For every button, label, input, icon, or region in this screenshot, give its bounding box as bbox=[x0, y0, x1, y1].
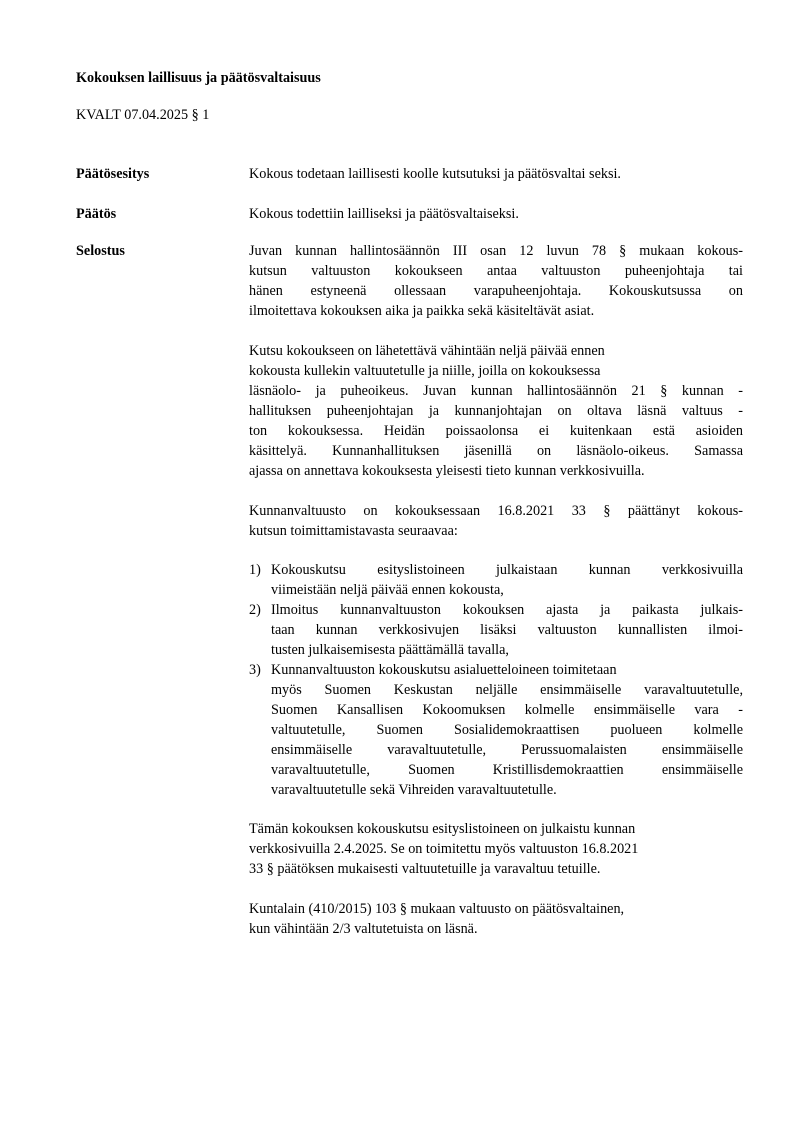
text-line: taan kunnan verkkosivujen lisäksi valtuuston kunnallisten ilmoi- bbox=[271, 622, 743, 638]
text-line: myös Suomen Keskustan neljälle ensimmäiselle varavaltuutetulle, bbox=[271, 682, 743, 698]
list-number: 3) bbox=[249, 662, 261, 678]
list-item bbox=[249, 560, 743, 600]
text-line: käsittelyä. Kunnanhallituksen jäsenillä on läsnäolo-oikeus. Samassa bbox=[249, 443, 743, 459]
text-line: Tämän kokouksen kokouskutsu esityslistoineen on julkaistu kunnan bbox=[249, 821, 636, 837]
text-line: varavaltuutetulle sekä Vihreiden varavaltuutetulle. bbox=[271, 782, 557, 798]
text-line: Kuntalain (410/2015) 103 § mukaan valtuusto on päätösvaltainen, bbox=[249, 901, 625, 917]
explanation-paragraph-5 bbox=[249, 899, 743, 939]
explanation-paragraph-3 bbox=[249, 501, 743, 541]
text-line: Juvan kunnan hallintosäännön III osan 12 luvun 78 § mukaan kokous- bbox=[249, 243, 743, 259]
text-line: ton kokouksessa. Heidän poissaolonsa ei kuitenkaan estä asioiden bbox=[249, 423, 743, 439]
text-line: 33 § päätöksen mukaisesti valtuutetuille ja varavaltuu tetuille. bbox=[249, 861, 601, 877]
text-line: Kunnanvaltuusto on kokouksessaan 16.8.2021 33 § päättänyt kokous- bbox=[249, 503, 743, 519]
list-item bbox=[249, 660, 743, 800]
explanation-paragraph-2 bbox=[249, 341, 743, 481]
text-line: Kunnanvaltuuston kokouskutsu asialuetteloineen toimitetaan bbox=[271, 662, 617, 678]
explanation-paragraph-1 bbox=[249, 241, 743, 321]
text-line: kokousta kullekin valtuutetulle ja niille, joilla on kokouksessa bbox=[249, 363, 601, 379]
text-line: kutsun valtuuston kokoukseen antaa valtuuston puheenjohtaja tai bbox=[249, 263, 743, 279]
text-line: läsnäolo- ja puheoikeus. Juvan kunnan hallintosäännön 21 § kunnan - bbox=[249, 383, 743, 399]
text-line: viimeistään neljä päivää ennen kokousta, bbox=[271, 582, 504, 598]
explanation-paragraph-4 bbox=[249, 819, 743, 879]
text-line: ilmoitettava kokouksen aika ja paikka sekä käsiteltävät asiat. bbox=[249, 303, 595, 319]
text-line: hänen estyneenä ollessaan varapuheenjohtaja. Kokouskutsussa on bbox=[249, 283, 743, 299]
decision-label: Päätös bbox=[76, 206, 117, 222]
proposal-text bbox=[249, 164, 743, 184]
text-line: Suomen Kansallisen Kokoomuksen kolmelle ensimmäiselle vara - bbox=[271, 702, 743, 718]
text-line: varavaltuutetulle, Suomen Kristillisdemokraattien ensimmäiselle bbox=[271, 762, 743, 778]
meeting-reference: KVALT 07.04.2025 § 1 bbox=[76, 107, 210, 123]
text-line: valtuutetulle, Suomen Sosialidemokraattisen puolueen kolmelle bbox=[271, 722, 743, 738]
text-line: ajassa on annettava kokouksesta yleisesti tieto kunnan verkkosivuilla. bbox=[249, 463, 645, 479]
text-line: verkkosivuilla 2.4.2025. Se on toimitettu myös valtuuston 16.8.2021 bbox=[249, 841, 639, 857]
list-number: 2) bbox=[249, 602, 261, 618]
text-line: Ilmoitus kunnanvaltuuston kokouksen ajasta ja paikasta julkais- bbox=[271, 602, 743, 618]
text-line: ensimmäiselle varavaltuutetulle, Perussuomalaisten ensimmäiselle bbox=[271, 742, 743, 758]
page-title: Kokouksen laillisuus ja päätösvaltaisuus bbox=[76, 70, 321, 86]
decision-line: Kokous todettiin lailliseksi ja päätösvaltaiseksi. bbox=[249, 206, 519, 222]
text-line: kutsun toimittamistavasta seuraavaa: bbox=[249, 523, 458, 539]
text-line: Kokouskutsu esityslistoineen julkaistaan kunnan verkkosivuilla bbox=[271, 562, 743, 578]
text-line: Kutsu kokoukseen on lähetettävä vähintään neljä päivää ennen bbox=[249, 343, 605, 359]
text-line: hallituksen puheenjohtajan ja kunnanjohtajan on oltava läsnä valtuus - bbox=[249, 403, 743, 419]
explanation-label: Selostus bbox=[76, 243, 125, 259]
proposal-label: Päätösesitys bbox=[76, 166, 150, 182]
list-number: 1) bbox=[249, 562, 261, 578]
decision-text bbox=[249, 204, 743, 224]
list-item bbox=[249, 600, 743, 660]
decision-list bbox=[249, 560, 743, 800]
proposal-line: Kokous todetaan laillisesti koolle kutsutuksi ja päätösvaltai seksi. bbox=[249, 166, 621, 182]
text-line: tusten julkaisemisesta päättämällä tavalla, bbox=[271, 642, 509, 658]
text-line: kun vähintään 2/3 valtutetuista on läsnä. bbox=[249, 921, 478, 937]
